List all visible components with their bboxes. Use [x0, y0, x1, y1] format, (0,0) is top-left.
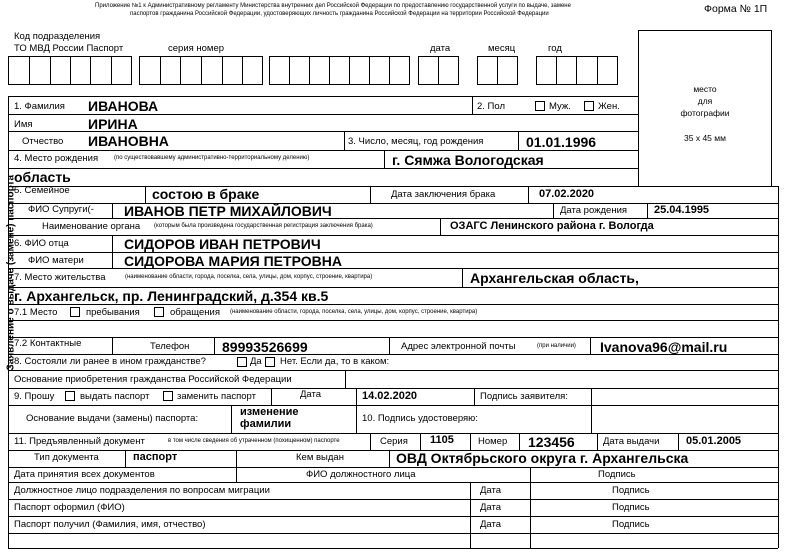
reason-label: Основание выдачи (замены) паспорта:: [26, 413, 199, 424]
replace-passport-label: заменить паспорт: [177, 391, 256, 402]
appendix-note-line2: паспортов гражданина Российской Федерации, удостоверяющих личность гражданина Российской Федерации на территории Российской Федерации: [130, 11, 549, 17]
residence-value-line1[interactable]: Архангельская область,: [470, 270, 639, 286]
father-value[interactable]: СИДОРОВ ИВАН ПЕТРОВИЧ: [124, 236, 321, 252]
marriage-date-label: Дата заключения брака: [391, 189, 496, 200]
birthplace-value-line2[interactable]: область: [14, 169, 71, 185]
residence-note: (наименование области, города, поселка, села, улицы, дом, корпус, строение, квартира): [125, 274, 373, 280]
male-label: Муж.: [549, 101, 571, 112]
mother-value[interactable]: СИДОРОВА МАРИЯ ПЕТРОВНА: [124, 253, 342, 269]
form-right-border: [778, 186, 779, 548]
birthplace-value-line1[interactable]: г. Сямжа Вологодская: [392, 152, 544, 168]
photo-size: 35 х 45 мм: [684, 133, 726, 143]
birthplace-label: 4. Место рождения: [14, 153, 99, 164]
dob-value[interactable]: 01.01.1996: [526, 134, 597, 150]
spouse-name-value[interactable]: ИВАНОВ ПЕТР МИХАЙЛОВИЧ: [124, 203, 332, 219]
email-note: (при наличии): [537, 343, 576, 349]
residence-value-line2[interactable]: г. Архангельск, пр. Ленинградский, д.354 кв.5: [14, 288, 329, 304]
migration-officer-label: Должностное лицо подразделения по вопросам миграции: [14, 485, 270, 496]
stay-note: (наименование области, города, поселка, села, улицы, дом, корпус, строение, квартира): [230, 309, 478, 315]
series-value[interactable]: 1105: [430, 434, 454, 446]
stay-option: пребывания: [86, 307, 140, 318]
marital-status-value[interactable]: состою в браке: [152, 186, 260, 202]
email-value[interactable]: Ivanova96@mail.ru: [600, 339, 728, 355]
stay-checkbox[interactable]: [70, 307, 80, 317]
passport-processed-label: Паспорт оформил (ФИО): [14, 502, 125, 513]
migration-date-label: Дата: [480, 485, 502, 496]
reason-value-line1[interactable]: изменение: [240, 406, 299, 418]
side-title: Заявление о выдаче (замене) паспорта: [5, 174, 17, 371]
issue-passport-checkbox[interactable]: [65, 391, 75, 401]
mother-label: ФИО матери: [28, 255, 84, 266]
citizenship-yes-checkbox[interactable]: [237, 357, 247, 367]
dob-label: 3. Число, месяц, год рождения: [348, 136, 484, 147]
applicant-signature-label: Подпись заявителя:: [480, 391, 568, 402]
received-signature-label: Подпись: [612, 519, 650, 530]
patronymic-value[interactable]: ИВАНОВНА: [88, 133, 169, 149]
citizenship-label: 8. Состояли ли ранее в ином гражданстве?: [14, 356, 206, 367]
accept-signature-label: Подпись: [598, 469, 636, 480]
male-checkbox[interactable]: [535, 101, 545, 111]
subdivision-code-label: Код подразделения: [14, 31, 101, 42]
processed-date-label: Дата: [480, 502, 502, 513]
female-label: Жен.: [598, 101, 620, 112]
gender-label: 2. Пол: [477, 101, 506, 112]
photo-label-line1: место: [693, 84, 717, 94]
spouse-dob-label: Дата рождения: [560, 205, 628, 216]
issue-date-label: Дата выдачи: [603, 436, 660, 447]
series-number-label: серия номер: [168, 43, 225, 54]
marital-label: 5. Семейное: [14, 185, 70, 196]
month-code-label: месяц: [488, 43, 516, 54]
registry-label: Наименование органа: [42, 221, 141, 232]
name-value[interactable]: ИРИНА: [88, 116, 138, 132]
issue-passport-label: выдать паспорт: [80, 391, 150, 402]
female-checkbox[interactable]: [584, 101, 594, 111]
phone-value[interactable]: 89993526699: [222, 339, 308, 355]
appendix-note-line1: Приложение №1 к Административному регламенту Министерства внутренних дел Российской Федерации по предоставлению государственной услуги по выдаче, замене: [95, 3, 571, 9]
migration-signature-label: Подпись: [612, 485, 650, 496]
stay-label: 7.1 Место: [14, 307, 58, 318]
residence-label: 7. Место жительства: [14, 272, 106, 283]
docs-accept-date-label: Дата принятия всех документов: [14, 469, 155, 480]
appeal-option: обращения: [170, 307, 220, 318]
spouse-dob-value[interactable]: 25.04.1995: [654, 204, 710, 216]
photo-label-line2: для: [697, 96, 713, 106]
document-type-value[interactable]: паспорт: [133, 451, 178, 463]
appeal-checkbox[interactable]: [154, 307, 164, 317]
form-number: Форма № 1П: [704, 3, 768, 15]
form-left-border: [8, 96, 9, 548]
document-note: в том числе сведения об утраченном (похищенном) паспорте: [168, 438, 340, 444]
number-label: Номер: [478, 436, 508, 447]
name-label: Имя: [14, 119, 33, 130]
surname-value[interactable]: ИВАНОВА: [88, 98, 159, 114]
year-boxes[interactable]: [536, 56, 618, 85]
passport-issuer-label: ТО МВД России Паспорт: [14, 43, 124, 54]
marriage-date-value[interactable]: 07.02.2020: [539, 188, 595, 200]
patronymic-label: Отчество: [22, 136, 64, 147]
date-code-label: дата: [430, 43, 451, 54]
issued-by-label: Кем выдан: [296, 452, 344, 463]
processed-signature-label: Подпись: [612, 502, 650, 513]
contacts-label: 7.2 Контактные: [14, 338, 82, 349]
request-date-value[interactable]: 14.02.2020: [362, 390, 418, 402]
issued-by-value[interactable]: ОВД Октябрьского округа г. Архангельска: [396, 450, 689, 466]
certify-signature-label: 10. Подпись удостоверяю:: [362, 413, 478, 424]
citizenship-no-label: Нет. Если да, то в каком:: [280, 356, 390, 367]
registry-note: (которым была произведена государственная регистрация заключения брака): [154, 223, 373, 229]
citizenship-basis-label: Основание приобретения гражданства Российской Федерации: [14, 374, 292, 385]
year-code-label: год: [548, 43, 562, 54]
request-label: 9. Прошу: [14, 391, 55, 402]
reason-value-line2[interactable]: фамилии: [240, 418, 292, 430]
birthplace-note: (по существовавшему административно-территориальному делению): [114, 155, 310, 161]
officer-name-label: ФИО должностного лица: [306, 469, 416, 480]
phone-label: Телефон: [150, 341, 190, 352]
email-label: Адрес электронной почты: [401, 341, 516, 352]
replace-passport-checkbox[interactable]: [163, 391, 173, 401]
issue-date-value[interactable]: 05.01.2005: [686, 435, 742, 447]
surname-label: 1. Фамилия: [14, 101, 65, 112]
passport-received-label: Паспорт получил (Фамилия, имя, отчество): [14, 519, 206, 530]
photo-label-line3: фотографии: [680, 108, 730, 118]
spouse-label: ФИО Супруги(-: [28, 204, 94, 215]
citizenship-no-checkbox[interactable]: [265, 357, 275, 367]
number-value[interactable]: 123456: [528, 434, 575, 450]
request-date-label: Дата: [300, 389, 322, 400]
father-label: 6. ФИО отца: [14, 238, 69, 249]
document-type-label: Тип документа: [34, 452, 99, 463]
series-label: Серия: [380, 436, 408, 447]
registry-value[interactable]: ОЗАГС Ленинского района г. Вологда: [450, 220, 654, 232]
received-date-label: Дата: [480, 519, 502, 530]
document-label: 11. Предъявленный документ: [14, 436, 145, 447]
citizenship-yes-label: Да: [250, 356, 262, 367]
